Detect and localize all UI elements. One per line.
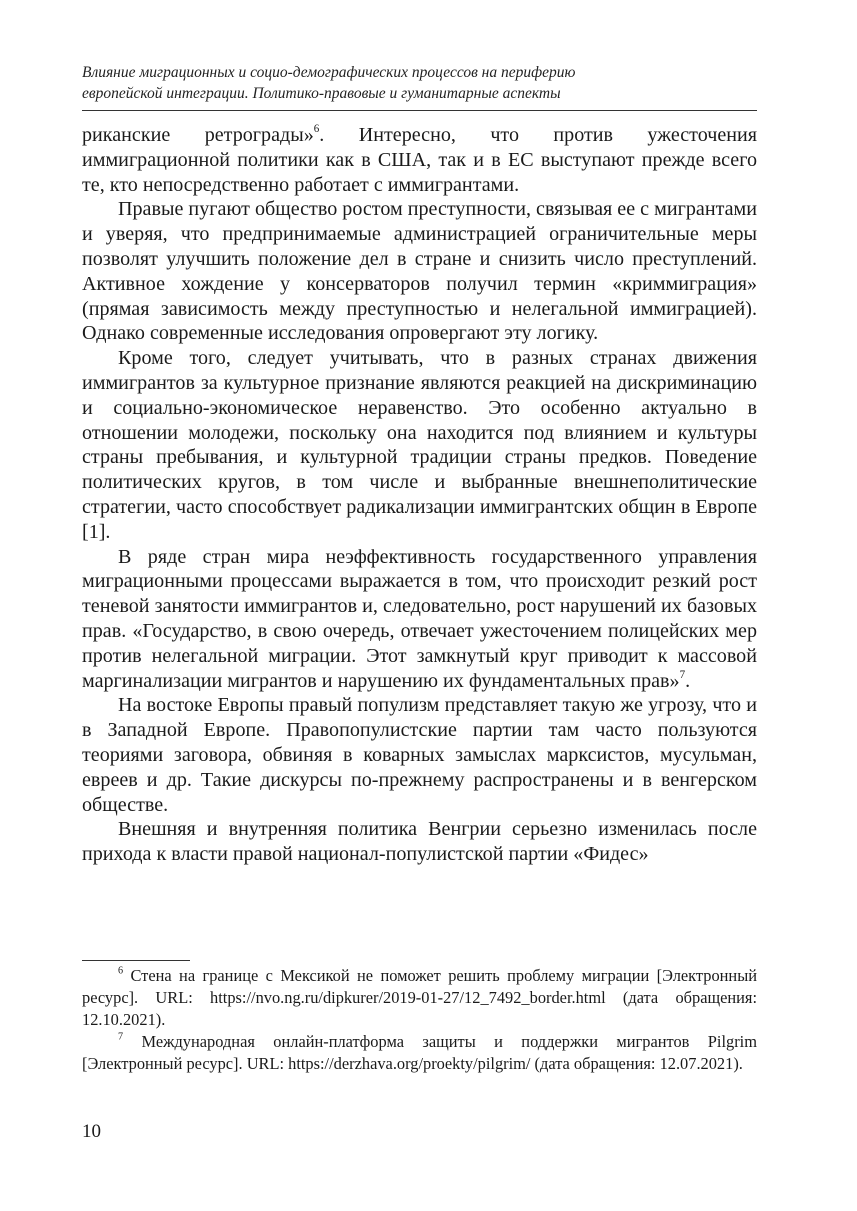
- running-head: [82, 62, 757, 104]
- paragraph-5: На востоке Европы правый популизм представляет такую же угрозу, что и в Западной Европе. Правопопулистские партии там часто пользуются теориями заговора, обвиняя в коварных замыслах марксистов, мусульман, евреев и др. Такие дискурсы по-прежнему распространены и в венгерском обществе.: [82, 694, 757, 816]
- running-head-line-1: Влияние миграционных и социо-демографических процессов на периферию: [82, 64, 576, 81]
- paragraph-1-text: риканские ретрограды»: [82, 124, 314, 146]
- book-page: [82, 0, 757, 1211]
- paragraph-4-text: В ряде стран мира неэффективность государственного управления миграционными процессами выражается в том, что происходит резкий рост теневой занятости иммигрантов и, следовательно, рост нарушений их базовых прав. «Государство, в свою очередь, отвечает ужесточением полицейских мер против нелегальной миграции. Этот замкнутый круг приводит к массовой маргинализации мигрантов и нарушению их фундаментальных прав»: [82, 545, 757, 692]
- footnotes: [82, 965, 757, 1075]
- footnote-7-text: Международная онлайн-платформа защиты и поддержки мигрантов Pilgrim [Электронный ресурс]. URL: https://derzhava.org/proekty/pilgrim/ (дата обращения: 12.07.2021).: [82, 1031, 757, 1073]
- page-number: 10: [82, 1121, 101, 1142]
- running-head-line-2: европейской интеграции. Политико-правовые и гуманитарные аспекты: [82, 85, 561, 102]
- paragraph-6: Внешняя и внутренняя политика Венгрии серьезно изменилась после прихода к власти правой национал-популистской партии «Фидес»: [82, 818, 757, 866]
- footnote-ref-6[interactable]: 6: [313, 123, 320, 136]
- paragraph-1: [82, 123, 757, 197]
- footnote-6-number: 6: [118, 965, 124, 977]
- paragraph-4: [82, 545, 757, 694]
- footnote-divider: [82, 960, 190, 961]
- paragraph-3: Кроме того, следует учитывать, что в разных странах движения иммигрантов за культурное признание являются реакцией на дискриминацию и социально-экономическое неравенство. Это особенно актуально в отношении молодежи, поскольку она находится под влиянием и культуры страны пребывания, и культурной традиции страны предков. Поведение политических кругов, в том числе и выбранные внешнеполитические стратегии, часто способствует радикализации иммигрантских общин в Европе [1].: [82, 347, 757, 543]
- footnote-6-text: Стена на границе с Мексикой не поможет решить проблему миграции [Электронный ресурс]. URL: https://nvo.ng.ru/dipkurer/2019-01-27/12_7492_border.html (дата обращения: 12.10.2021).: [82, 966, 757, 1029]
- footnote-6: [82, 965, 757, 1031]
- paragraph-2: Правые пугают общество ростом преступности, связывая ее с мигрантами и уверяя, что предпринимаемые администрацией ограничительные меры позволят улучшить положение дел в стране и снизить число преступлений. Активное хождение у консерваторов получил термин «криммиграция» (прямая зависимость между преступностью и нелегальной иммиграцией). Однако современные исследования опровергают эту логику.: [82, 198, 757, 345]
- footnote-7-number: 7: [118, 1031, 124, 1043]
- paragraph-4-text-after: .: [685, 669, 691, 692]
- paragraph-1-text-after: . Интересно, что против ужесточения иммиграционной политики как в США, так и в ЕС выступают прежде всего те, кто непосредственно работает с иммигрантами.: [82, 124, 757, 196]
- header-divider: [82, 110, 757, 111]
- footnote-ref-7[interactable]: 7: [679, 668, 686, 681]
- main-text: [82, 123, 757, 867]
- footnote-7: [82, 1031, 757, 1075]
